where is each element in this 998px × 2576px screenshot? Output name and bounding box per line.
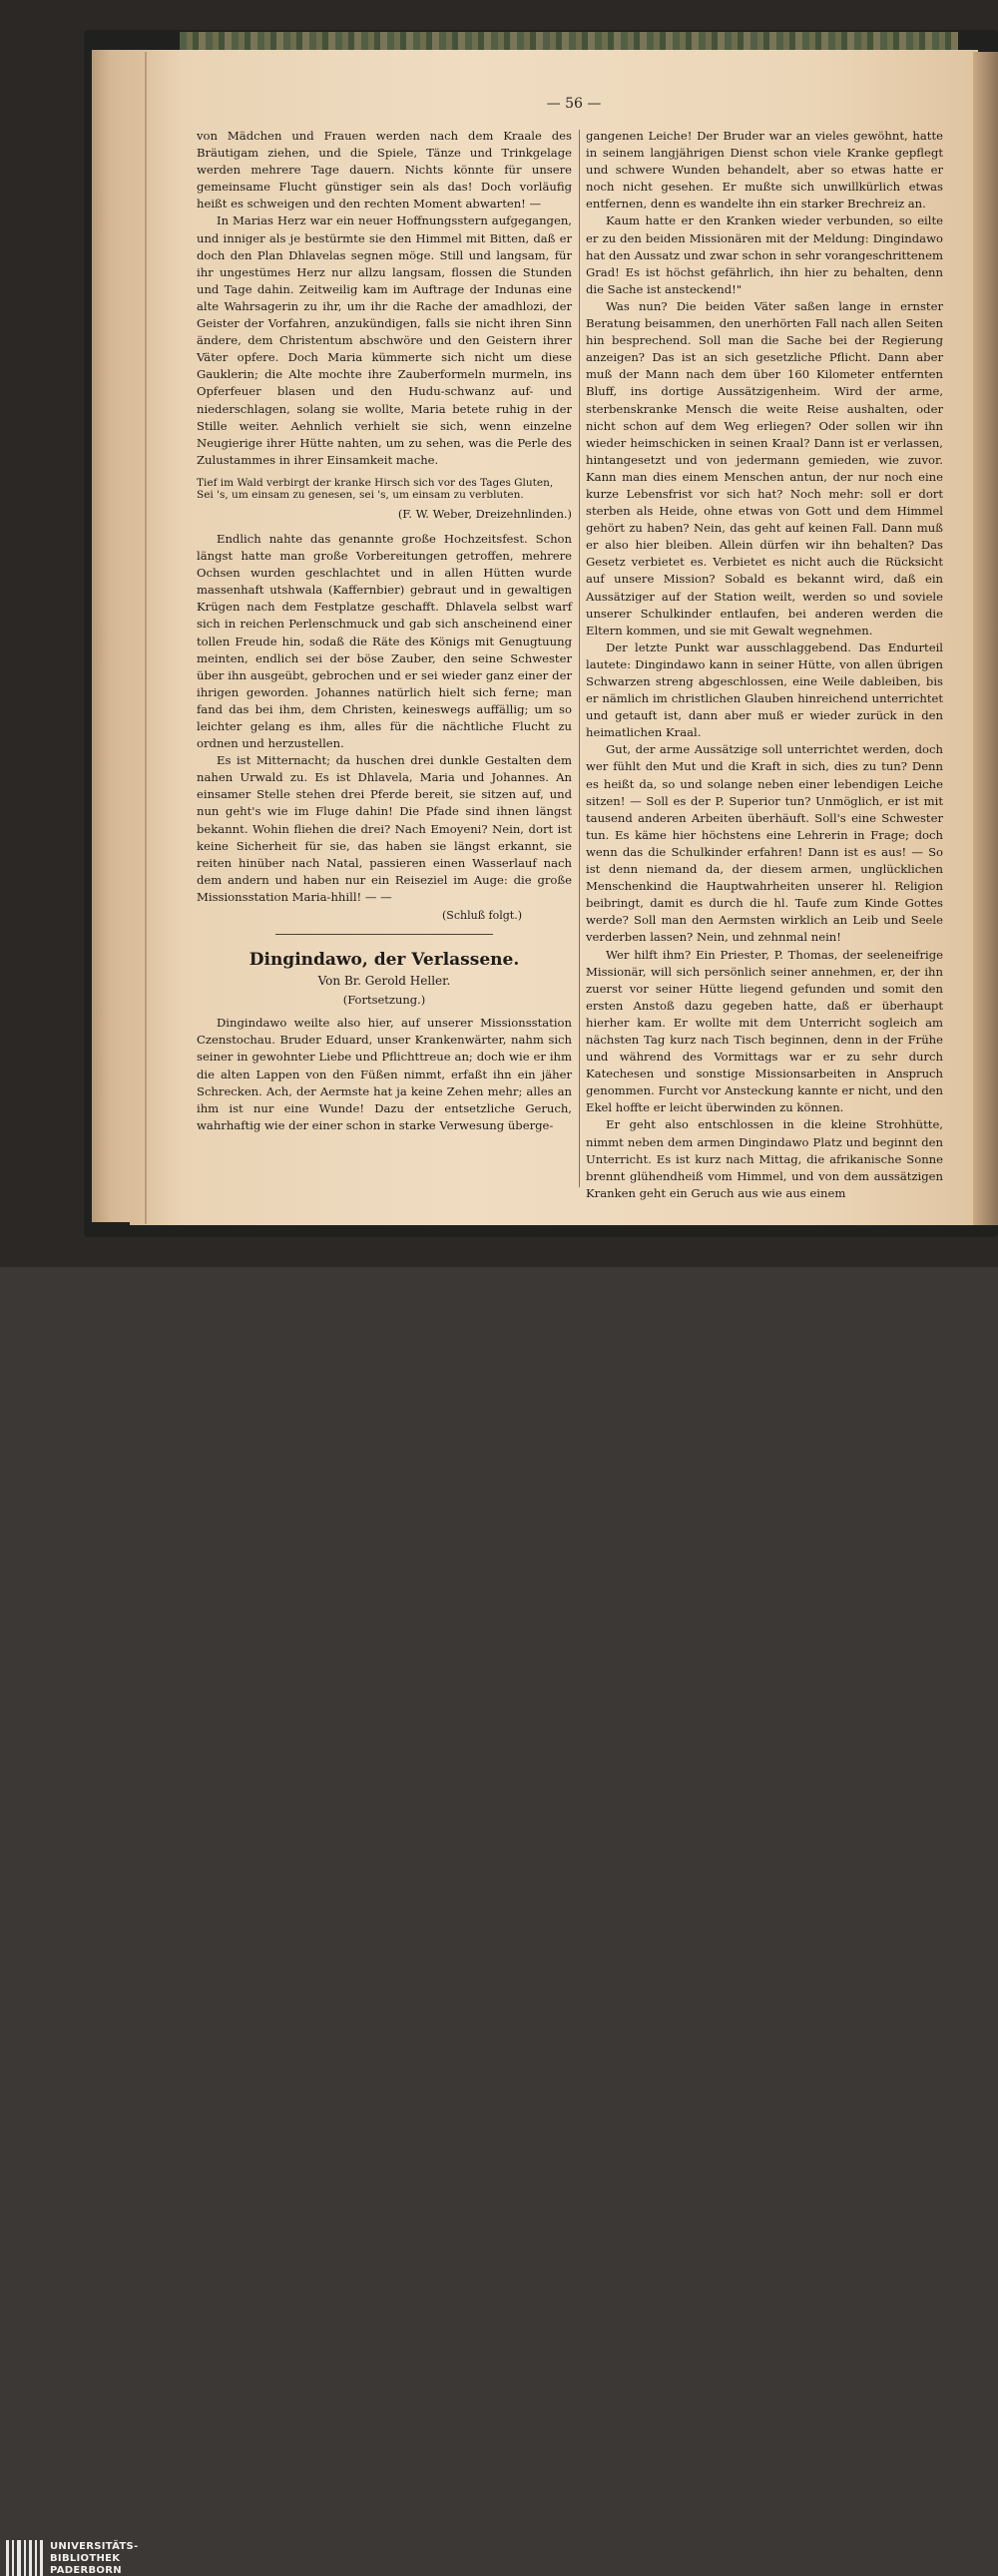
paragraph: von Mädchen und Frauen werden nach dem Kraale des Bräutigam ziehen, und die Spiele, Tänze und Trinkgelage werden mehrere Tage dauern. Nichts könnte für unsere gemeinsame Flucht günstiger sein als das! Doch vorläufig heißt es schweigen und den rechten Moment abwarten! — [197, 129, 572, 212]
paragraph: Der letzte Punkt war ausschlaggebend. Das Endurteil lautete: Dingindawo kann in seiner Hütte, von allen übrigen Schwarzen streng abgeschlossen, eine Weile dableiben, bis er nämlich im christlichen Glauben hinreichend unterrichtet und getauft ist, dann aber muß er wieder zurück in den heimatlichen Kraal. [586, 640, 943, 740]
library-name-line-3: PADERBORN [50, 2565, 122, 2576]
separator-line [275, 934, 493, 935]
article-author: Von Br. Gerold Heller. [317, 974, 451, 989]
marbled-edge [180, 32, 958, 50]
library-footer [0, 1267, 998, 2576]
poem-attribution: (F. W. Weber, Dreizehnlinden.) [397, 506, 572, 521]
paragraph: In Marias Herz war ein neuer Hoffnungsstern aufgegangen, und inniger als je bestürmte sie den Himmel mit Bitten, daß er doch den Plan Dhlavelas segnen möge. Still und langsam, für ihr ungestümes Herz nur allzu langsam, flossen die Stunden und Tage dahin. Zeitweilig kam im Auftrage der Indunas eine alte Wahrsagerin zu ihr, um ihr die Rache der amadhlozi, der Geister der Vorfahren, anzukündigen, falls sie nicht ihren Sinn ändere, dem Christentum abschwöre und den Geistern ihrer Väter opfere. Doch Maria kümmerte sich nicht um diese Gauklerin; die Alte mochte ihre Zauberformeln murmeln, ins Opferfeuer blasen und den Hudu-schwanz auf- und niederschlagen, solang sie wollte, Maria betete ruhig in der Stille weiter. Aehnlich verhielt sie sich, wenn einzelne Neugierige ihrer Hütte nahten, um zu sehen, was die Perle des Zulustammes in ihrer Einsamkeit mache. [197, 214, 572, 467]
paragraph: Er geht also entschlossen in die kleine Strohhütte, nimmt neben dem armen Dingindawo Platz und beginnt den Unterricht. Es ist kurz nach Mittag, die afrikanische Sonne brennt glühendheiß vom Himmel, und von dem aussätzigen Kranken geht ein Geruch aus wie aus einem [586, 1117, 943, 1200]
page-number: — 56 — [546, 96, 602, 112]
page-curl-shadow [973, 52, 998, 1225]
column-divider [579, 130, 580, 1187]
paragraph: gangenen Leiche! Der Bruder war an vieles gewöhnt, hatte in seinem langjährigen Dienst schon viele Kranke gepflegt und schwere Wunden behandelt, aber so etwas hatte er noch nicht gesehen. Er mußte sich unwillkürlich etwas entfernen, denn es wandelte ihn ein starker Brechreiz an. [586, 129, 943, 212]
scan-area [0, 0, 998, 1267]
paragraph: Wer hilft ihm? Ein Priester, P. Thomas, der seeleneifrige Missionär, will sich persönlich seiner annehmen, er, der ihn zuerst vor seiner Hütte liegend gefunden und somit den ersten Anstoß dazu gegeben hatte, daß er überhaupt hierher kam. Er wollte mit dem Unterricht sogleich am nächsten Tag kurz nach Tisch beginnen, denn in der Frühe und während des Vormittags war er zu sehr durch Katechesen und sonstige Missionsarbeiten in Anspruch genommen. Furcht vor Ansteckung kannte er nicht, und den Ekel hoffte er leicht überwinden zu können. [586, 947, 943, 1115]
paragraph: Endlich nahte das genannte große Hochzeitsfest. Schon längst hatte man große Vorbereitungen getroffen, mehrere Ochsen wurden geschlachtet und in allen Hütten wurde massenhaft utshwala (Kaffernbier) gebraut und in gewaltigen Krügen nach dem Festplatze geschafft. Dhlavela selbst warf sich in reichen Perlenschmuck und gab sich anscheinend einer tollen Freude hin, sodaß die Räte des Königs mit Genugtuung meinten, endlich sei der böse Zauber, den seine Schwester über ihn ausgeübt, gebrochen und er sei wieder ganz einer der ihrigen geworden. Johannes natürlich hielt sich ferne; man fand das bei ihm, dem Christen, keineswegs auffällig; um so leichter gelang es ihm, alles für die nächtliche Flucht zu ordnen und herzustellen. [197, 531, 572, 751]
library-name-line-2: BIBLIOTHEK [50, 2553, 121, 2564]
poem-line: Sei 's, um einsam zu genesen, sei 's, um einsam zu verbluten. [197, 489, 524, 502]
paragraph: Es ist Mitternacht; da huschen drei dunkle Gestalten dem nahen Urwald zu. Es ist Dhlavela, Maria und Johannes. An einsamer Stelle stehen drei Pferde bereit, sie sitzen auf, und nun geht's wie im Fluge dahin! Die Pfade sind ihnen längst bekannt. Wohin fliehen die drei? Nach Emoyeni? Nein, dort ist keine Sicherheit für sie, das haben sie längst erkannt, sie reiten hinüber nach Natal, passieren einen Wasserlauf nach dem andern und haben nur ein Reiseziel im Auge: die große Missionsstation Maria-hhill! — — [197, 753, 572, 904]
library-logo-icon [6, 2540, 46, 2576]
left-column [197, 128, 572, 1134]
library-name-line-1: UNIVERSITÄTS- [50, 2541, 139, 2552]
poem-line: Tief im Wald verbirgt der kranke Hirsch sich vor des Tages Gluten, [197, 476, 554, 489]
paragraph: Gut, der arme Aussätzige soll unterrichtet werden, doch wer fühlt den Mut und die Kraft in sich, dies zu tun? Denn es heißt da, so und solange neben einer lebendigen Leiche sitzen! — Soll es der P. Superior tun? Unmöglich, er ist mit tausend anderen Arbeiten überhäuft. Soll's eine Schwester tun. Es käme hier höchstens eine Lehrerin in Frage; doch wenn das die Schulkinder erfahren! Dann ist es aus! — So ist denn niemand da, der diesem armen, unglücklichen Menschenkind die Hauptwahrheiten unserer hl. Religion beibringt, damit es durch die hl. Taufe zum Kinde Gottes werde? Soll man den Aermsten wirklich an Leib und Seele verderben lassen? Nein, und zehnmal nein! [586, 742, 943, 945]
continued-note: (Schluß folgt.) [442, 909, 522, 923]
fold-line [145, 52, 147, 1224]
continuation-note: (Fortsetzung.) [342, 993, 426, 1008]
right-column [586, 128, 943, 1202]
article-title: Dingindawo, der Verlassene. [249, 950, 520, 971]
paragraph: Was nun? Die beiden Väter saßen lange in ernster Beratung beisammen, den unerhörten Fall nach allen Seiten hin besprechend. Soll man die Sache bei der Regierung anzeigen? Das ist an sich gesetzliche Pflicht. Dann aber muß der Mann nach dem über 160 Kilometer entfernten Bluff, ins dortige Aussätzigenheim. Wird der arme, sterbenskranke Mensch die weite Reise aushalten, oder nicht schon auf dem Weg erliegen? Oder sollen wir ihn wieder heimschicken in seinen Kraal? Dann ist er verlassen, hintangesetzt und von jedermann gemieden, wie zuvor. Kann man dies einem Menschen antun, der nur noch eine kurze Lebensfrist vor sich hat? Noch mehr: soll er dort sterben als Heide, ohne etwas von Gott und dem Himmel gehört zu haben? Nein, das geht auf keinen Fall. Dann muß er also hier bleiben. Allein dürfen wir ihn behalten? Das Gesetz verbietet es. Verbietet es nicht auch die Rücksicht auf unsere Mission? Sobald es bekannt wird, daß ein Aussätziger auf der Station weilt, werden so und soviele unserer Schulkinder entlaufen, bei anderen werden die Eltern kommen, und sie mit Gewalt wegnehmen. [586, 298, 943, 638]
paragraph: Kaum hatte er den Kranken wieder verbunden, so eilte er zu den beiden Missionären mit der Meldung: Dingindawo hat den Aussatz und zwar schon in sehr vorangeschrittenem Grad! Es ist höchst gefährlich, ihn hier zu behalten, denn die Sache ist ansteckend!" [586, 214, 943, 296]
paragraph: Dingindawo weilte also hier, auf unserer Missionsstation Czenstochau. Bruder Eduard, unser Krankenwärter, nahm sich seiner in gewohnter Liebe und Pflichttreue an; doch wie er ihm die alten Lappen von den Füßen nimmt, erfaßt ihn ein jäher Schrecken. Ach, der Aermste hat ja keine Zehen mehr; alles an ihm ist nur eine Wunde! Dazu der entsetzliche Geruch, wahrhaftig wie der einer schon in starke Verwesung überge- [197, 1016, 572, 1132]
poem [197, 477, 572, 502]
